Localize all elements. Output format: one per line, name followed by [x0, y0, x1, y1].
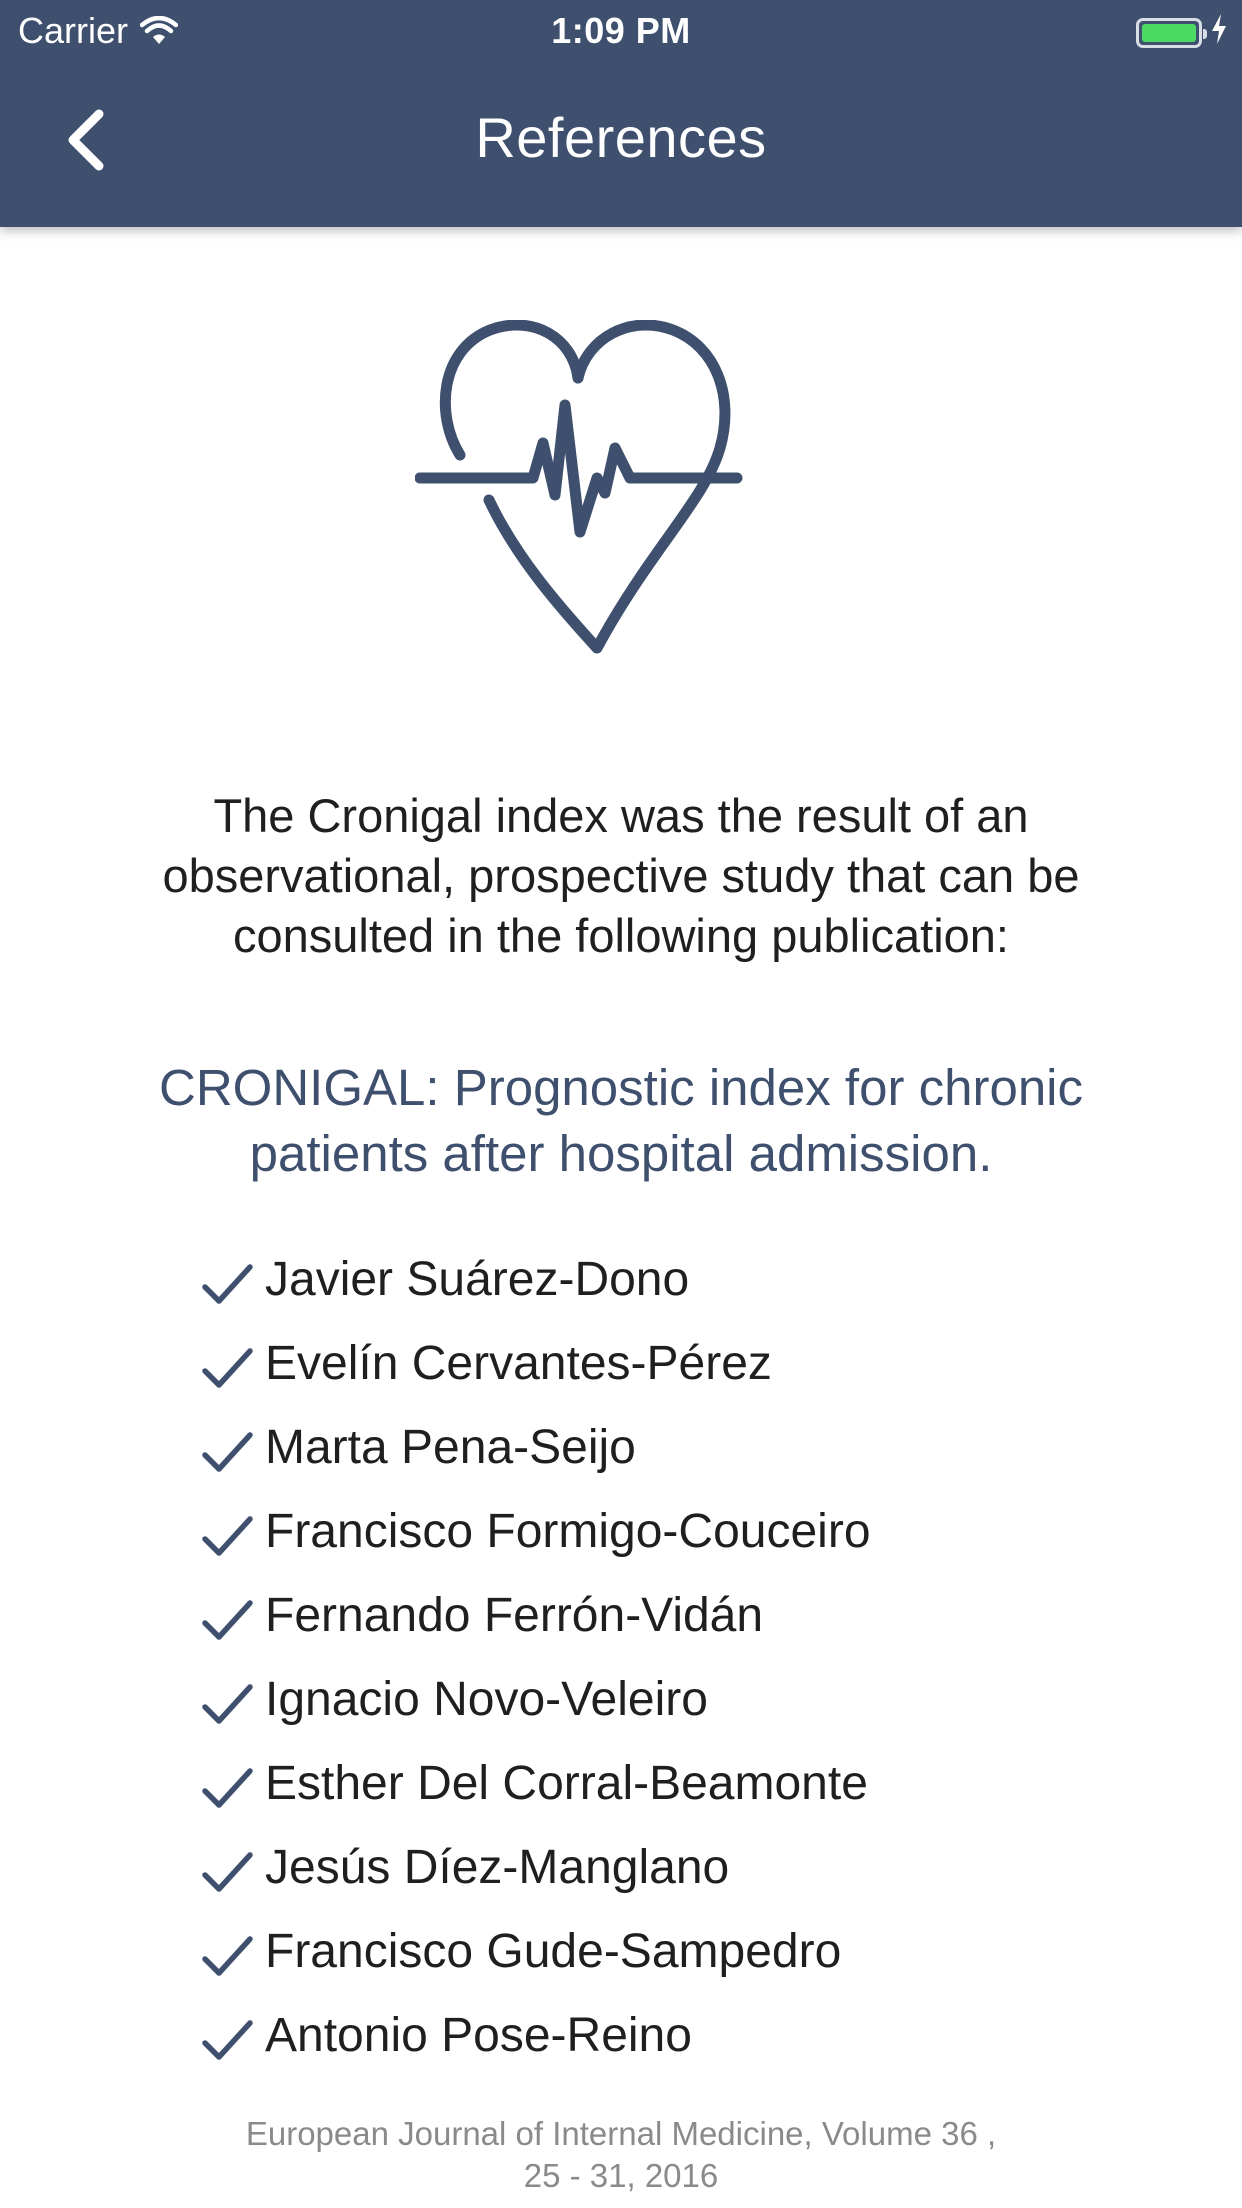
intro-text: The Cronigal index was the result of an observational, prospective study that can be consulted in the following publication:	[162, 789, 1080, 962]
battery-level	[1142, 24, 1196, 42]
author-name: Fernando Ferrón-Vidán	[265, 1588, 764, 1642]
page-title: References	[475, 106, 767, 169]
battery-icon	[1136, 18, 1202, 48]
checkmark-icon	[200, 2017, 255, 2065]
author-item	[200, 1993, 1100, 2077]
author-name: Esther Del Corral-Beamonte	[265, 1756, 868, 1810]
checkmark-icon	[200, 1345, 255, 1393]
status-time: 1:09 PM	[551, 10, 691, 51]
publication-title: CRONIGAL: Prognostic index for chronic patients after hospital admission.	[158, 1059, 1084, 1182]
author-name: Francisco Formigo-Couceiro	[265, 1504, 871, 1558]
author-item	[200, 1237, 1100, 1321]
author-item	[200, 1573, 1100, 1657]
checkmark-icon	[200, 1597, 255, 1645]
author-name: Francisco Gude-Sampedro	[265, 1924, 842, 1978]
checkmark-icon	[200, 1681, 255, 1729]
checkmark-icon	[200, 1933, 255, 1981]
author-name: Javier Suárez-Dono	[265, 1252, 690, 1306]
heart-heartbeat-icon	[415, 320, 827, 655]
top-bar	[0, 0, 1242, 227]
authors-list	[200, 1237, 1100, 2077]
charging-bolt-icon	[1210, 12, 1228, 54]
checkmark-icon	[200, 1261, 255, 1309]
checkmark-icon	[200, 1849, 255, 1897]
author-item	[200, 1657, 1100, 1741]
author-name: Ignacio Novo-Veleiro	[265, 1672, 708, 1726]
author-name: Jesús Díez-Manglano	[265, 1840, 730, 1894]
author-name: Marta Pena-Seijo	[265, 1420, 636, 1474]
author-item	[200, 1909, 1100, 1993]
publication-citation	[80, 2113, 1162, 2197]
battery-indicator	[1136, 12, 1228, 54]
status-bar	[0, 0, 1242, 62]
citation-line-2: 25 - 31, 2016	[523, 2157, 719, 2194]
carrier-label: Carrier	[18, 10, 129, 51]
author-name: Evelín Cervantes-Pérez	[265, 1336, 772, 1390]
navigation-bar	[0, 62, 1242, 227]
author-item	[200, 1321, 1100, 1405]
author-item	[200, 1741, 1100, 1825]
author-item	[200, 1489, 1100, 1573]
checkmark-icon	[200, 1513, 255, 1561]
author-item	[200, 1405, 1100, 1489]
author-item	[200, 1825, 1100, 1909]
author-name: Antonio Pose-Reino	[265, 2008, 692, 2062]
checkmark-icon	[200, 1765, 255, 1813]
citation-line-1: European Journal of Internal Medicine, Volume 36 ,	[245, 2115, 997, 2152]
checkmark-icon	[200, 1429, 255, 1477]
